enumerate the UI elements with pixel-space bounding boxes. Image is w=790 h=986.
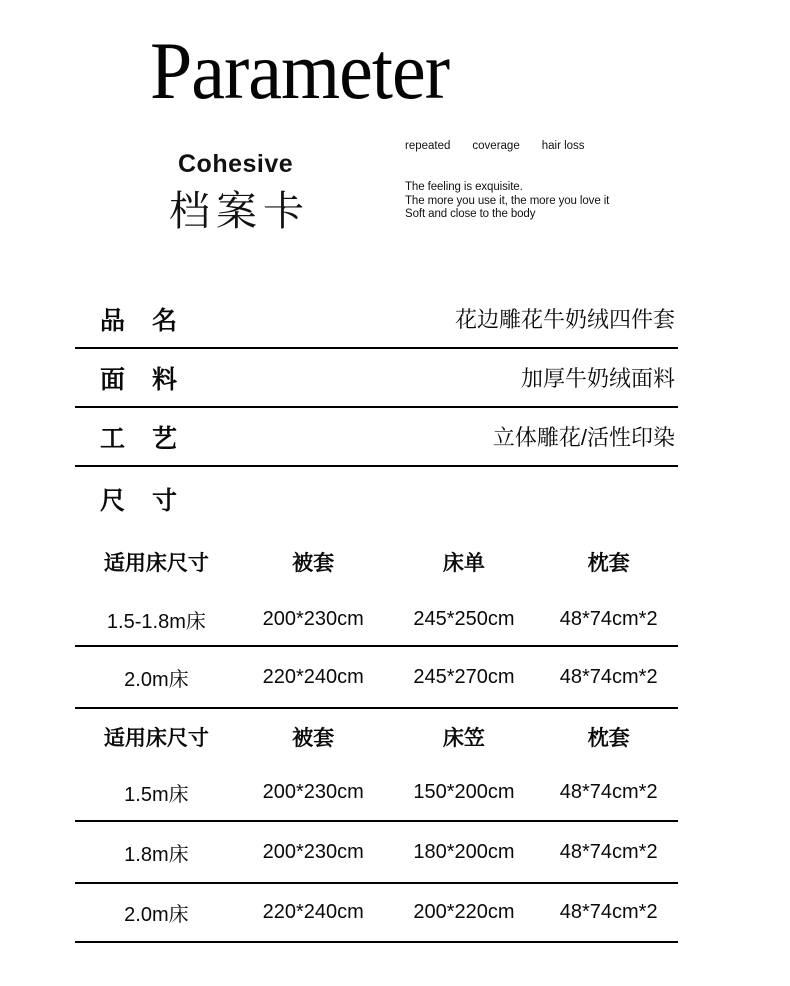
spec-label: 工 艺 [100,424,179,453]
spec-row-craft [75,408,678,467]
keyword-item: coverage [472,140,520,152]
header-cell: 被套 [292,726,335,750]
size-table-header-row [75,709,678,764]
cell-duvet-cover: 220*240cm [262,665,364,688]
spec-value: 花边雕花牛奶绒四件套 [454,307,675,332]
cell-bed-size: 2.0m床 [124,904,189,926]
cell-bed-size: 1.5m床 [124,783,189,806]
table-row [75,764,678,822]
cell-duvet-cover: 200*230cm [262,780,364,803]
page-title: Parameter [150,25,450,117]
tagline-line: The more you use it, the more you love it [405,194,610,207]
cell-fitted-sheet: 150*200cm [413,780,515,803]
table-row [75,593,678,647]
cell-bed-size: 1.8m床 [124,843,189,866]
table-row [75,647,678,709]
subtitle-chinese: 档案卡 [169,188,310,234]
header-cell: 适用床尺寸 [103,726,209,750]
spec-row-size [75,467,678,531]
feature-keywords [405,140,585,152]
spec-label: 面 料 [100,365,179,394]
tagline-line: Soft and close to the body [405,208,536,220]
header-cell: 枕套 [587,726,630,750]
cell-fitted-sheet: 200*220cm [413,901,515,923]
spec-row-fabric [75,349,678,408]
cell-flat-sheet: 245*270cm [413,665,515,688]
size-table-flat-sheet [75,531,678,709]
cell-fitted-sheet: 180*200cm [413,840,515,863]
header-cell: 床单 [442,552,485,575]
header-cell: 被套 [292,552,335,575]
cell-pillowcase: 48*74cm*2 [559,607,658,630]
tagline [405,181,609,222]
cell-pillowcase: 48*74cm*2 [559,840,658,863]
table-row [75,884,678,943]
subtitle-english: Cohesive [178,150,294,178]
spec-value: 立体雕花/活性印染 [492,425,675,450]
cell-duvet-cover: 200*230cm [262,607,364,630]
cell-pillowcase: 48*74cm*2 [559,780,658,803]
spec-value: 加厚牛奶绒面料 [520,366,675,391]
keyword-item: repeated [405,140,451,152]
cell-pillowcase: 48*74cm*2 [559,665,658,688]
spec-label: 尺 寸 [100,487,179,515]
size-table-header-row [75,531,678,593]
spec-label: 品 名 [100,306,179,335]
cell-flat-sheet: 245*250cm [413,607,515,630]
header-cell: 床笠 [442,726,485,750]
spec-row-product-name [75,290,678,349]
tagline-line: The feeling is exquisite. [405,181,523,193]
size-table-fitted-sheet [75,709,678,943]
spec-section [75,290,678,943]
cell-pillowcase: 48*74cm*2 [559,901,658,923]
table-row [75,822,678,884]
cell-duvet-cover: 220*240cm [262,901,364,923]
cell-bed-size: 1.5-1.8m床 [106,610,206,633]
cell-bed-size: 2.0m床 [124,668,189,691]
keyword-item: hair loss [541,140,585,152]
header-cell: 适用床尺寸 [103,552,209,575]
header-cell: 枕套 [587,552,630,575]
cell-duvet-cover: 200*230cm [262,840,364,863]
